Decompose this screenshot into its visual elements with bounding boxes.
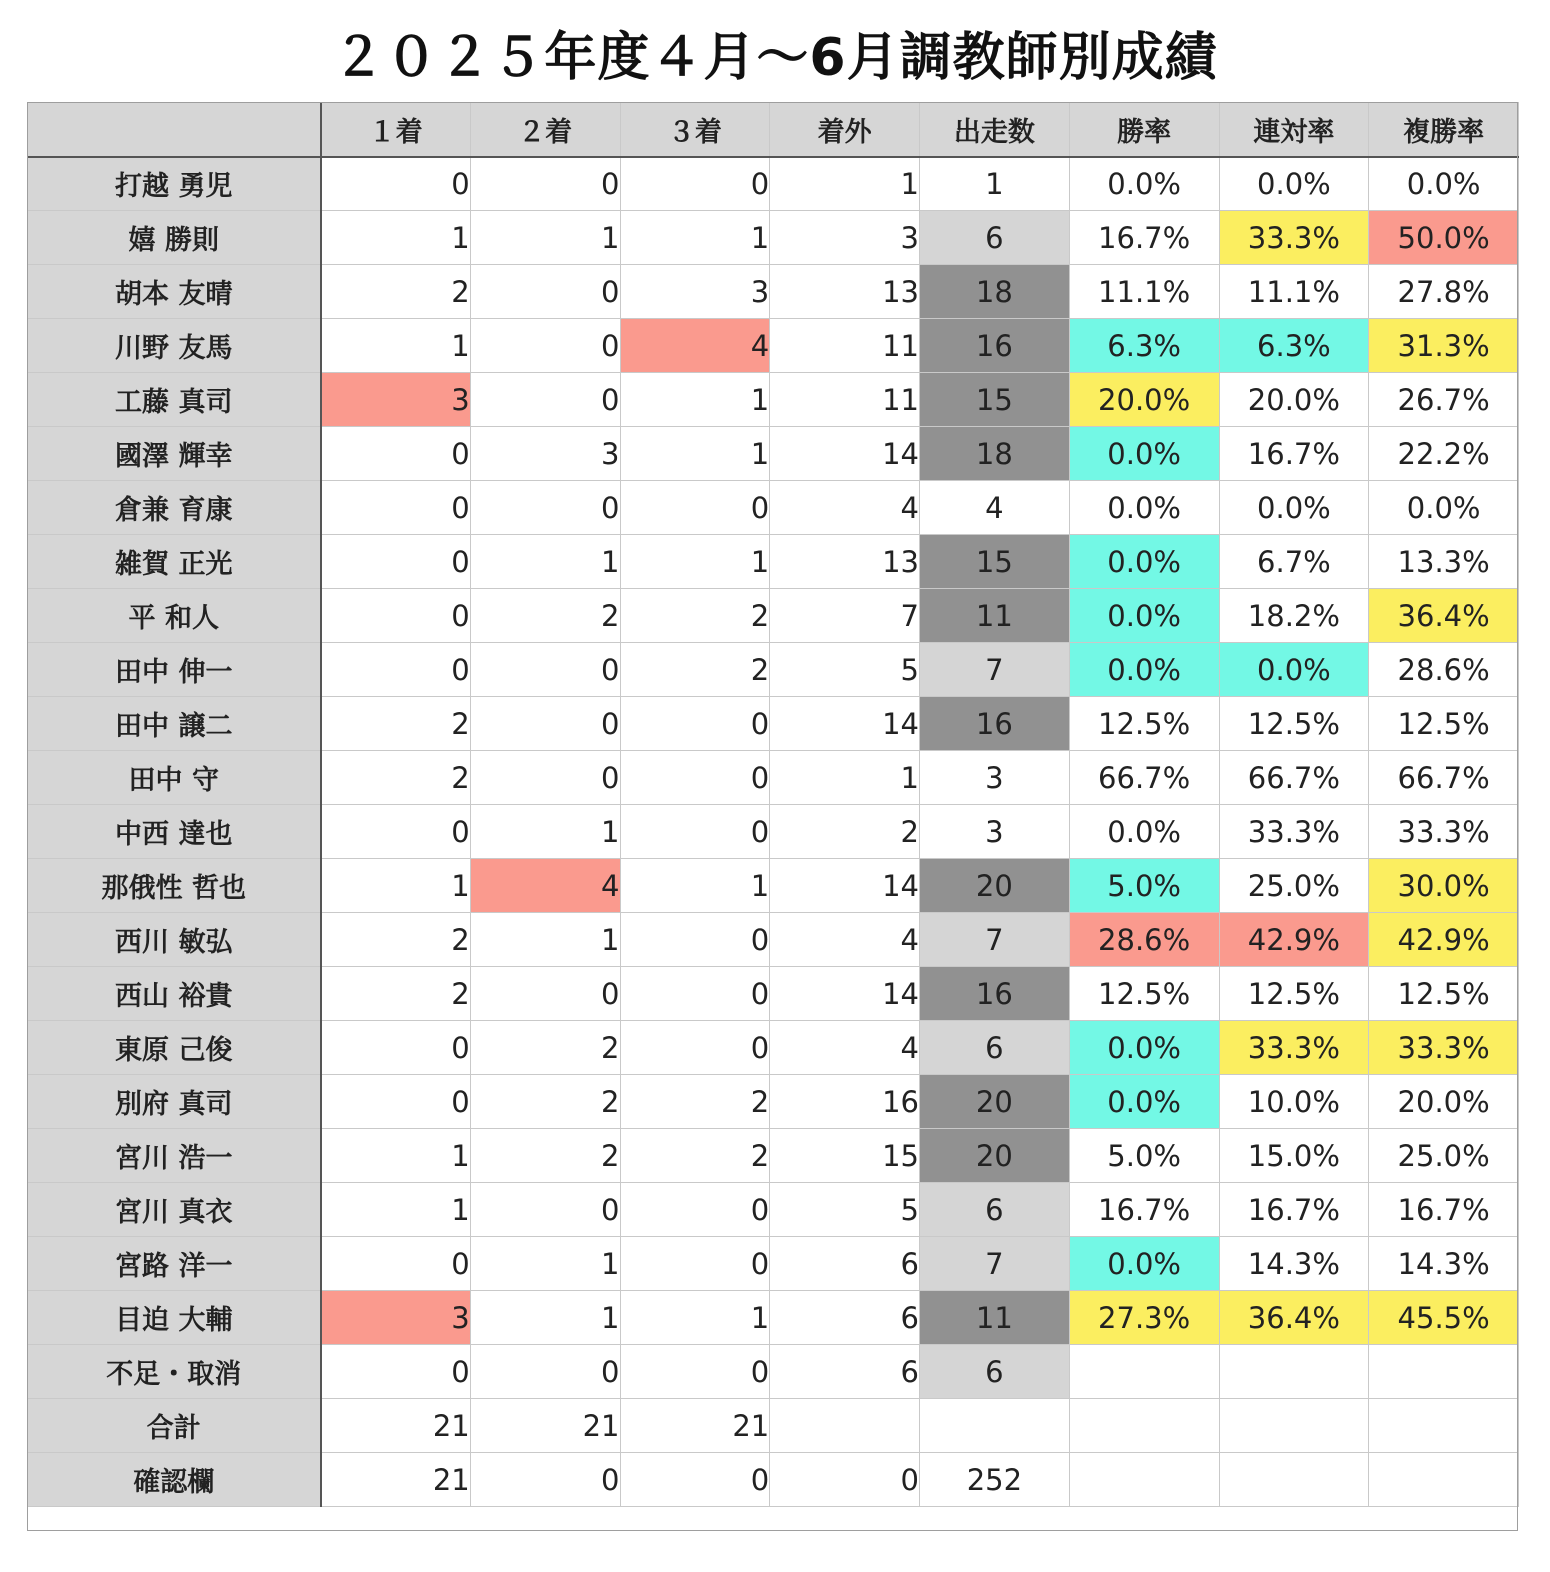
- cell-win-rate: [1069, 1399, 1219, 1453]
- cell-out: 15: [770, 1129, 920, 1183]
- cell-first: 3: [321, 373, 471, 427]
- header-second: ２着: [470, 103, 620, 157]
- cell-quinella-rate: 0.0%: [1219, 643, 1369, 697]
- cell-out: 13: [770, 265, 920, 319]
- cell-out: 14: [770, 859, 920, 913]
- cell-third: 0: [620, 697, 770, 751]
- cell-second: 21: [470, 1399, 620, 1453]
- cell-quinella-rate: [1219, 1345, 1369, 1399]
- cell-quinella-rate: 25.0%: [1219, 859, 1369, 913]
- row-name: 工藤 真司: [28, 373, 321, 427]
- cell-first: 21: [321, 1399, 471, 1453]
- cell-out: 1: [770, 157, 920, 211]
- cell-out: 6: [770, 1345, 920, 1399]
- cell-win-rate: [1069, 1345, 1219, 1399]
- table-row: [28, 1129, 1519, 1183]
- cell-third: 2: [620, 643, 770, 697]
- table-row: [28, 373, 1519, 427]
- cell-quinella-rate: 33.3%: [1219, 1021, 1369, 1075]
- cell-second: 0: [470, 373, 620, 427]
- table-row: [28, 859, 1519, 913]
- cell-show-rate: 25.0%: [1369, 1129, 1519, 1183]
- cell-first: 2: [321, 265, 471, 319]
- cell-second: 0: [470, 967, 620, 1021]
- table-row: [28, 751, 1519, 805]
- cell-out: 13: [770, 535, 920, 589]
- cell-out: 4: [770, 1021, 920, 1075]
- cell-show-rate: 13.3%: [1369, 535, 1519, 589]
- table-row: [28, 697, 1519, 751]
- table-row: [28, 805, 1519, 859]
- cell-out: [770, 1399, 920, 1453]
- table-row: [28, 1291, 1519, 1345]
- cell-show-rate: 0.0%: [1369, 481, 1519, 535]
- cell-show-rate: 28.6%: [1369, 643, 1519, 697]
- cell-win-rate: 27.3%: [1069, 1291, 1219, 1345]
- cell-out: 5: [770, 1183, 920, 1237]
- cell-second: 0: [470, 157, 620, 211]
- cell-second: 0: [470, 1183, 620, 1237]
- cell-third: 0: [620, 481, 770, 535]
- trainer-results-table: [27, 102, 1519, 1507]
- cell-show-rate: 12.5%: [1369, 967, 1519, 1021]
- row-name: 那俄性 哲也: [28, 859, 321, 913]
- cell-starts: 15: [920, 373, 1070, 427]
- header-starts: 出走数: [920, 103, 1070, 157]
- cell-quinella-rate: 12.5%: [1219, 967, 1369, 1021]
- cell-second: 0: [470, 319, 620, 373]
- cell-starts: 6: [920, 1021, 1070, 1075]
- cell-show-rate: 45.5%: [1369, 1291, 1519, 1345]
- cell-quinella-rate: 36.4%: [1219, 1291, 1369, 1345]
- cell-third: 1: [620, 1291, 770, 1345]
- cell-win-rate: 0.0%: [1069, 805, 1219, 859]
- cell-win-rate: 11.1%: [1069, 265, 1219, 319]
- cell-out: 6: [770, 1291, 920, 1345]
- cell-third: 3: [620, 265, 770, 319]
- cell-out: 4: [770, 913, 920, 967]
- cell-show-rate: 22.2%: [1369, 427, 1519, 481]
- row-name: 宮路 洋一: [28, 1237, 321, 1291]
- table-row: [28, 211, 1519, 265]
- cell-third: 1: [620, 373, 770, 427]
- header-show-rate: 複勝率: [1369, 103, 1519, 157]
- cell-third: 0: [620, 1237, 770, 1291]
- cell-first: 0: [321, 1345, 471, 1399]
- cell-quinella-rate: 6.3%: [1219, 319, 1369, 373]
- cell-starts: 7: [920, 643, 1070, 697]
- cell-second: 1: [470, 1237, 620, 1291]
- header-out: 着外: [770, 103, 920, 157]
- cell-out: 6: [770, 1237, 920, 1291]
- row-name: 不足・取消: [28, 1345, 321, 1399]
- cell-win-rate: 66.7%: [1069, 751, 1219, 805]
- cell-first: 0: [321, 481, 471, 535]
- cell-show-rate: 30.0%: [1369, 859, 1519, 913]
- cell-third: 0: [620, 1183, 770, 1237]
- cell-first: 1: [321, 1129, 471, 1183]
- cell-out: 14: [770, 427, 920, 481]
- cell-third: 0: [620, 1345, 770, 1399]
- cell-second: 0: [470, 643, 620, 697]
- cell-show-rate: 33.3%: [1369, 805, 1519, 859]
- row-name: 確認欄: [28, 1453, 321, 1507]
- cell-second: 1: [470, 211, 620, 265]
- row-name: 田中 伸一: [28, 643, 321, 697]
- cell-quinella-rate: 0.0%: [1219, 481, 1369, 535]
- cell-third: 21: [620, 1399, 770, 1453]
- row-name: 宮川 浩一: [28, 1129, 321, 1183]
- cell-quinella-rate: 12.5%: [1219, 697, 1369, 751]
- header-row: [28, 103, 1519, 157]
- cell-starts: 11: [920, 1291, 1070, 1345]
- cell-quinella-rate: 16.7%: [1219, 427, 1369, 481]
- table-row: [28, 1183, 1519, 1237]
- cell-starts: 3: [920, 751, 1070, 805]
- cell-second: 0: [470, 1345, 620, 1399]
- row-name: 雑賀 正光: [28, 535, 321, 589]
- table-row: [28, 1453, 1519, 1507]
- cell-win-rate: 0.0%: [1069, 157, 1219, 211]
- cell-show-rate: 66.7%: [1369, 751, 1519, 805]
- cell-out: 16: [770, 1075, 920, 1129]
- row-name: 打越 勇児: [28, 157, 321, 211]
- cell-out: 0: [770, 1453, 920, 1507]
- cell-starts: 18: [920, 427, 1070, 481]
- cell-out: 1: [770, 751, 920, 805]
- cell-second: 0: [470, 481, 620, 535]
- cell-third: 4: [620, 319, 770, 373]
- cell-show-rate: 16.7%: [1369, 1183, 1519, 1237]
- cell-quinella-rate: [1219, 1453, 1369, 1507]
- cell-show-rate: 33.3%: [1369, 1021, 1519, 1075]
- row-name: 倉兼 育康: [28, 481, 321, 535]
- row-name: 合計: [28, 1399, 321, 1453]
- row-name: 西山 裕貴: [28, 967, 321, 1021]
- cell-third: 0: [620, 157, 770, 211]
- cell-third: 2: [620, 1129, 770, 1183]
- cell-second: 1: [470, 1291, 620, 1345]
- table-row: [28, 1075, 1519, 1129]
- table-row: [28, 157, 1519, 211]
- cell-second: 0: [470, 751, 620, 805]
- cell-starts: 252: [920, 1453, 1070, 1507]
- cell-second: 2: [470, 1075, 620, 1129]
- cell-third: 1: [620, 535, 770, 589]
- cell-win-rate: 0.0%: [1069, 1021, 1219, 1075]
- cell-second: 2: [470, 1129, 620, 1183]
- cell-starts: 20: [920, 1129, 1070, 1183]
- cell-show-rate: [1369, 1453, 1519, 1507]
- table-row: [28, 481, 1519, 535]
- table-row: [28, 1237, 1519, 1291]
- cell-show-rate: [1369, 1399, 1519, 1453]
- row-name: 田中 譲二: [28, 697, 321, 751]
- table-row: [28, 589, 1519, 643]
- cell-second: 4: [470, 859, 620, 913]
- cell-second: 1: [470, 913, 620, 967]
- table-row: [28, 265, 1519, 319]
- cell-show-rate: 36.4%: [1369, 589, 1519, 643]
- cell-first: 2: [321, 697, 471, 751]
- cell-third: 0: [620, 805, 770, 859]
- table-row: [28, 535, 1519, 589]
- row-name: 國澤 輝幸: [28, 427, 321, 481]
- cell-win-rate: [1069, 1453, 1219, 1507]
- table-row: [28, 967, 1519, 1021]
- cell-starts: 20: [920, 1075, 1070, 1129]
- cell-show-rate: 20.0%: [1369, 1075, 1519, 1129]
- cell-starts: 4: [920, 481, 1070, 535]
- cell-show-rate: 27.8%: [1369, 265, 1519, 319]
- header-corner: [28, 103, 321, 157]
- cell-third: 0: [620, 1453, 770, 1507]
- cell-starts: 6: [920, 1345, 1070, 1399]
- cell-third: 0: [620, 1021, 770, 1075]
- cell-quinella-rate: 20.0%: [1219, 373, 1369, 427]
- header-quinella-rate: 連対率: [1219, 103, 1369, 157]
- cell-second: 0: [470, 265, 620, 319]
- row-name: 宮川 真衣: [28, 1183, 321, 1237]
- cell-first: 0: [321, 805, 471, 859]
- cell-win-rate: 12.5%: [1069, 967, 1219, 1021]
- cell-starts: [920, 1399, 1070, 1453]
- table-row: [28, 643, 1519, 697]
- cell-win-rate: 20.0%: [1069, 373, 1219, 427]
- cell-win-rate: 0.0%: [1069, 427, 1219, 481]
- cell-starts: 3: [920, 805, 1070, 859]
- cell-starts: 6: [920, 211, 1070, 265]
- cell-starts: 18: [920, 265, 1070, 319]
- cell-third: 2: [620, 1075, 770, 1129]
- cell-second: 3: [470, 427, 620, 481]
- cell-win-rate: 5.0%: [1069, 1129, 1219, 1183]
- cell-win-rate: 16.7%: [1069, 211, 1219, 265]
- cell-out: 4: [770, 481, 920, 535]
- cell-starts: 1: [920, 157, 1070, 211]
- cell-out: 3: [770, 211, 920, 265]
- row-name: 嬉 勝則: [28, 211, 321, 265]
- cell-win-rate: 0.0%: [1069, 1237, 1219, 1291]
- cell-show-rate: 0.0%: [1369, 157, 1519, 211]
- cell-second: 1: [470, 535, 620, 589]
- cell-quinella-rate: 15.0%: [1219, 1129, 1369, 1183]
- cell-show-rate: 42.9%: [1369, 913, 1519, 967]
- table-row: [28, 1399, 1519, 1453]
- row-name: 川野 友馬: [28, 319, 321, 373]
- cell-second: 1: [470, 805, 620, 859]
- cell-first: 1: [321, 319, 471, 373]
- cell-second: 0: [470, 697, 620, 751]
- table-row: [28, 1345, 1519, 1399]
- cell-starts: 6: [920, 1183, 1070, 1237]
- header-win-rate: 勝率: [1069, 103, 1219, 157]
- table-row: [28, 427, 1519, 481]
- cell-starts: 7: [920, 1237, 1070, 1291]
- cell-starts: 16: [920, 319, 1070, 373]
- cell-third: 0: [620, 967, 770, 1021]
- cell-win-rate: 12.5%: [1069, 697, 1219, 751]
- cell-first: 21: [321, 1453, 471, 1507]
- row-name: 中西 達也: [28, 805, 321, 859]
- cell-starts: 15: [920, 535, 1070, 589]
- cell-out: 11: [770, 373, 920, 427]
- cell-out: 14: [770, 967, 920, 1021]
- cell-win-rate: 0.0%: [1069, 1075, 1219, 1129]
- cell-second: 2: [470, 589, 620, 643]
- cell-first: 0: [321, 1075, 471, 1129]
- cell-win-rate: 0.0%: [1069, 535, 1219, 589]
- row-name: 西川 敏弘: [28, 913, 321, 967]
- cell-second: 0: [470, 1453, 620, 1507]
- cell-first: 1: [321, 859, 471, 913]
- cell-third: 2: [620, 589, 770, 643]
- cell-first: 0: [321, 1237, 471, 1291]
- cell-quinella-rate: 10.0%: [1219, 1075, 1369, 1129]
- cell-first: 0: [321, 427, 471, 481]
- cell-quinella-rate: 33.3%: [1219, 211, 1369, 265]
- cell-third: 1: [620, 427, 770, 481]
- cell-starts: 11: [920, 589, 1070, 643]
- row-name: 田中 守: [28, 751, 321, 805]
- cell-quinella-rate: [1219, 1399, 1369, 1453]
- cell-quinella-rate: 6.7%: [1219, 535, 1369, 589]
- cell-first: 0: [321, 643, 471, 697]
- cell-first: 0: [321, 589, 471, 643]
- cell-starts: 16: [920, 967, 1070, 1021]
- cell-third: 0: [620, 913, 770, 967]
- cell-out: 5: [770, 643, 920, 697]
- cell-third: 1: [620, 211, 770, 265]
- header-third: ３着: [620, 103, 770, 157]
- cell-quinella-rate: 14.3%: [1219, 1237, 1369, 1291]
- row-name: 目迫 大輔: [28, 1291, 321, 1345]
- cell-show-rate: 26.7%: [1369, 373, 1519, 427]
- row-name: 東原 己俊: [28, 1021, 321, 1075]
- cell-starts: 16: [920, 697, 1070, 751]
- cell-quinella-rate: 18.2%: [1219, 589, 1369, 643]
- cell-win-rate: 16.7%: [1069, 1183, 1219, 1237]
- row-name: 平 和人: [28, 589, 321, 643]
- cell-quinella-rate: 33.3%: [1219, 805, 1369, 859]
- cell-starts: 20: [920, 859, 1070, 913]
- cell-quinella-rate: 66.7%: [1219, 751, 1369, 805]
- cell-show-rate: 31.3%: [1369, 319, 1519, 373]
- cell-win-rate: 28.6%: [1069, 913, 1219, 967]
- cell-first: 0: [321, 1021, 471, 1075]
- cell-quinella-rate: 11.1%: [1219, 265, 1369, 319]
- cell-win-rate: 0.0%: [1069, 643, 1219, 697]
- cell-show-rate: 50.0%: [1369, 211, 1519, 265]
- table-row: [28, 913, 1519, 967]
- cell-first: 1: [321, 211, 471, 265]
- cell-out: 14: [770, 697, 920, 751]
- cell-win-rate: 0.0%: [1069, 481, 1219, 535]
- cell-starts: 7: [920, 913, 1070, 967]
- row-name: 別府 真司: [28, 1075, 321, 1129]
- cell-win-rate: 0.0%: [1069, 589, 1219, 643]
- cell-out: 2: [770, 805, 920, 859]
- cell-first: 2: [321, 967, 471, 1021]
- cell-quinella-rate: 0.0%: [1219, 157, 1369, 211]
- cell-first: 1: [321, 1183, 471, 1237]
- cell-show-rate: [1369, 1345, 1519, 1399]
- cell-quinella-rate: 42.9%: [1219, 913, 1369, 967]
- cell-first: 2: [321, 913, 471, 967]
- page-title: ２０２５年度４月〜6月調教師別成績: [332, 28, 1218, 88]
- table-row: [28, 319, 1519, 373]
- row-name: 胡本 友晴: [28, 265, 321, 319]
- cell-third: 1: [620, 859, 770, 913]
- cell-out: 7: [770, 589, 920, 643]
- cell-quinella-rate: 16.7%: [1219, 1183, 1369, 1237]
- cell-win-rate: 6.3%: [1069, 319, 1219, 373]
- cell-show-rate: 14.3%: [1369, 1237, 1519, 1291]
- cell-first: 0: [321, 535, 471, 589]
- cell-show-rate: 12.5%: [1369, 697, 1519, 751]
- cell-first: 3: [321, 1291, 471, 1345]
- header-first: １着: [321, 103, 471, 157]
- cell-second: 2: [470, 1021, 620, 1075]
- table-row: [28, 1021, 1519, 1075]
- cell-first: 2: [321, 751, 471, 805]
- cell-first: 0: [321, 157, 471, 211]
- cell-third: 0: [620, 751, 770, 805]
- cell-out: 11: [770, 319, 920, 373]
- cell-win-rate: 5.0%: [1069, 859, 1219, 913]
